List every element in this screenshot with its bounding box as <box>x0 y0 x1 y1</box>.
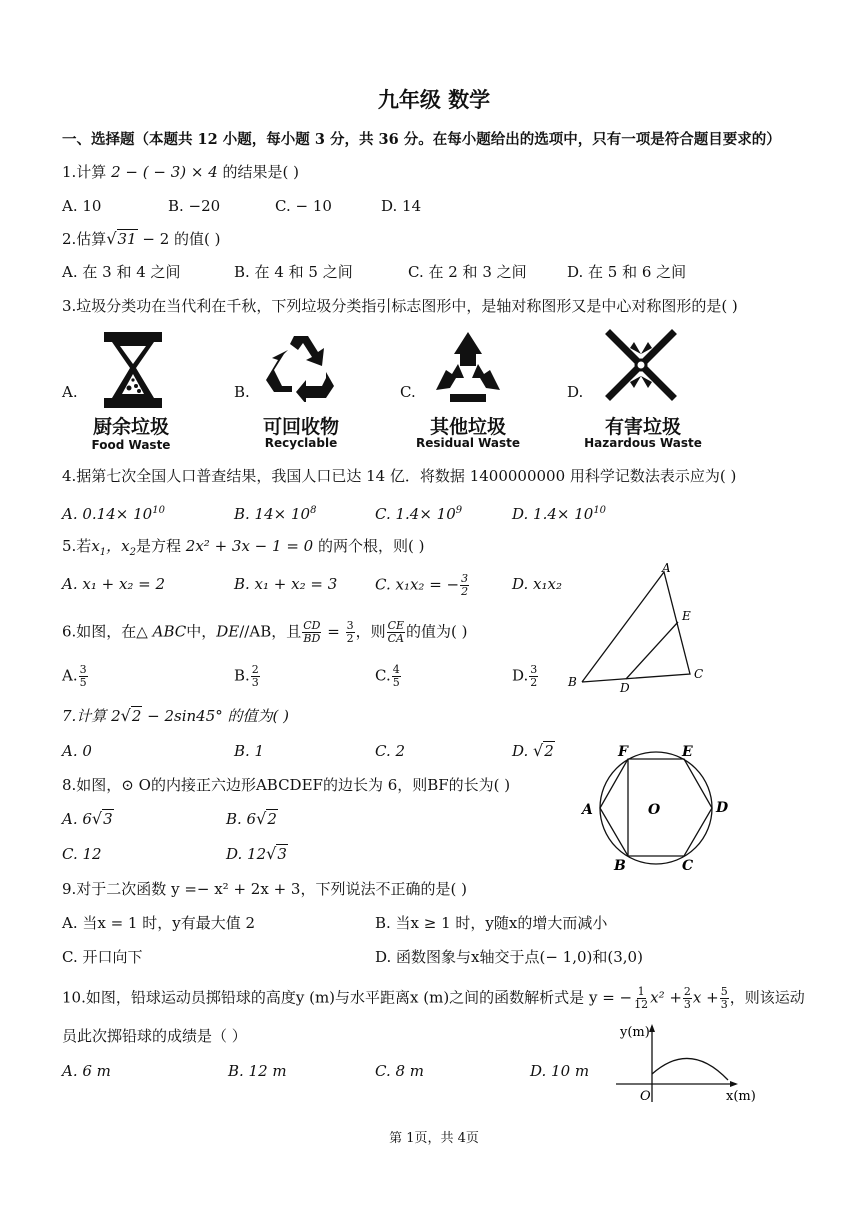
label-a: A <box>662 562 671 575</box>
q4-option-d: D. $1.4\times 10^{10}$ <box>512 505 607 523</box>
label-c: C <box>694 667 704 681</box>
q1-option-b: B. −20 <box>168 197 221 215</box>
page-title: 九年级 数学 <box>377 87 491 112</box>
parabola-graph <box>612 1022 762 1108</box>
q3-option-c-en: Residual Waste <box>415 436 521 450</box>
q5-option-b: B. x₁ + x₂ = 3 <box>234 575 338 593</box>
q2-option-b: B. 在 4 和 5 之间 <box>234 263 353 281</box>
q8-option-d: D. 12√3 <box>226 844 287 863</box>
q6-option-c: C. $\frac{4}{5}$ <box>375 663 400 689</box>
q3-option-c-cn: 其他垃圾 <box>429 416 506 438</box>
question-2-stem: 2.估算√31 − 2 的值( ) <box>62 229 221 248</box>
section-heading: 一、选择题（本题共 12 小题，每小题 3 分，共 36 分。在每小题给出的选项中，只有一项是符合题目要求的） <box>62 131 781 148</box>
question-1-stem: 1.计算 2 − ( − 3) × 4 的结果是( ) <box>62 163 299 181</box>
axis-label-x: x(m) <box>726 1089 756 1104</box>
q2-option-d: D. 在 5 和 6 之间 <box>567 263 687 281</box>
q10-option-c: C. 8 m <box>375 1062 425 1080</box>
food-waste-icon <box>98 330 168 410</box>
question-7-stem: 7.计算 2√2 − 2sin45° 的值为( ) <box>62 706 290 725</box>
q1-option-d: D. 14 <box>381 197 422 215</box>
q1-option-a: A. 10 <box>62 197 102 215</box>
residual-waste-icon <box>430 330 506 404</box>
page-footer: 第 1页，共 4页 <box>389 1131 479 1146</box>
q10-option-b: B. 12 m <box>228 1062 287 1080</box>
q2-option-c: C. 在 2 和 3 之间 <box>408 263 527 281</box>
label-e: E <box>682 609 691 623</box>
q3-option-a-cn: 厨余垃圾 <box>92 416 169 438</box>
q9-option-b: B. 当x ≥ 1 时，y随x的增大而减小 <box>375 914 608 932</box>
q7-option-a: A. 0 <box>62 742 92 760</box>
question-4-stem: 4.据第七次全国人口普查结果，我国人口已达 14 亿．将数据 1400000000 用科学记数法表示应为( ) <box>62 467 737 485</box>
q9-option-d: D. 函数图象与x轴交于点(− 1,0)和(3,0) <box>375 948 643 966</box>
q2-option-a: A. 在 3 和 4 之间 <box>62 263 181 281</box>
hex-label-b: B <box>614 858 626 874</box>
label-d: D <box>620 681 630 695</box>
question-6-stem: 6.如图，在△ ABC中，DE//AB，且 $\frac{CD}{BD}$ = $\frac{3}{2}$ ，则 $\frac{CE}{CA}$ 的值为( ) <box>62 619 468 645</box>
q5-option-c: C. x₁x₂ = − $\frac{3}{2}$ <box>375 572 469 598</box>
question-8-stem: 8.如图，⊙ O的内接正六边形ABCDEF的边长为 6，则BF的长为( ) <box>62 776 511 794</box>
hazardous-waste-icon <box>604 328 678 402</box>
hex-label-c: C <box>682 858 694 874</box>
q6-option-d: D. $\frac{3}{2}$ <box>512 663 538 689</box>
question-3-stem: 3.垃圾分类功在当代利在千秋，下列垃圾分类指引标志图形中，是轴对称图形又是中心对称图形的是( ) <box>62 297 738 315</box>
question-10-stem: 10.如图，铅球运动员掷铅球的高度y (m)与水平距离x (m)之间的函数解析式是 y = − $\frac{1}{12}$ x² + $\frac{2}{3}$ x + $\frac{5}{3}$ ，则该运动 <box>62 985 805 1011</box>
q5-option-d: D. x₁x₂ <box>512 575 562 593</box>
q4-option-c: C. $1.4\times 10^9$ <box>375 505 463 523</box>
q7-option-c: C. 2 <box>375 742 406 760</box>
hex-label-a: A <box>582 802 593 818</box>
recycle-icon <box>260 330 342 402</box>
q3-option-d-letter: D. <box>567 383 584 401</box>
triangle-figure <box>560 562 720 698</box>
q5-option-a: A. x₁ + x₂ = 2 <box>62 575 166 593</box>
q6-option-a: A. $\frac{3}{5}$ <box>62 663 87 689</box>
origin-label: O <box>640 1089 651 1104</box>
q6-option-b: B. $\frac{2}{3}$ <box>234 663 259 689</box>
axis-label-y: y(m) <box>620 1025 650 1040</box>
question-5-stem: 5.若$x_1$，$x_2$是方程 2x² + 3x − 1 = 0 的两个根，则( ) <box>62 537 425 558</box>
question-9-stem: 9.对于二次函数 y =− x² + 2x + 3，下列说法不正确的是( ) <box>62 880 467 898</box>
q10-option-a: A. 6 m <box>62 1062 111 1080</box>
q8-option-c: C. 12 <box>62 845 102 863</box>
q9-option-c: C. 开口向下 <box>62 948 143 966</box>
q10-option-d: D. 10 m <box>530 1062 590 1080</box>
q9-option-a: A. 当x = 1 时，y有最大值 2 <box>62 914 256 932</box>
q3-option-b-en: Recyclable <box>264 436 338 450</box>
hex-label-o: O <box>648 802 661 818</box>
q7-option-d: D. √2 <box>512 741 554 760</box>
q8-option-b: B. 6√2 <box>226 809 277 828</box>
q7-option-b: B. 1 <box>234 742 265 760</box>
q3-option-b-letter: B. <box>234 383 250 401</box>
q8-option-a: A. 6√3 <box>62 809 113 828</box>
q3-option-d-cn: 有害垃圾 <box>604 416 681 438</box>
hex-label-d: D <box>716 800 729 816</box>
hex-label-e: E <box>682 744 693 760</box>
q3-option-d-en: Hazardous Waste <box>584 436 702 450</box>
q4-option-b: B. $14\times 10^8$ <box>234 505 317 523</box>
hex-label-f: F <box>618 744 628 760</box>
q4-option-a: A. $0.14\times 10^{10}$ <box>62 505 165 523</box>
q1-option-c: C. − 10 <box>275 197 332 215</box>
q3-option-a-en: Food Waste <box>91 438 171 452</box>
question-10-stem-line2: 员此次掷铅球的成绩是（ ） <box>62 1027 247 1045</box>
hexagon-circle-figure <box>578 742 734 876</box>
label-b: B <box>568 675 577 689</box>
q3-option-a-letter: A. <box>62 383 78 401</box>
q3-option-c-letter: C. <box>400 383 416 401</box>
q3-option-b-cn: 可回收物 <box>262 416 339 438</box>
